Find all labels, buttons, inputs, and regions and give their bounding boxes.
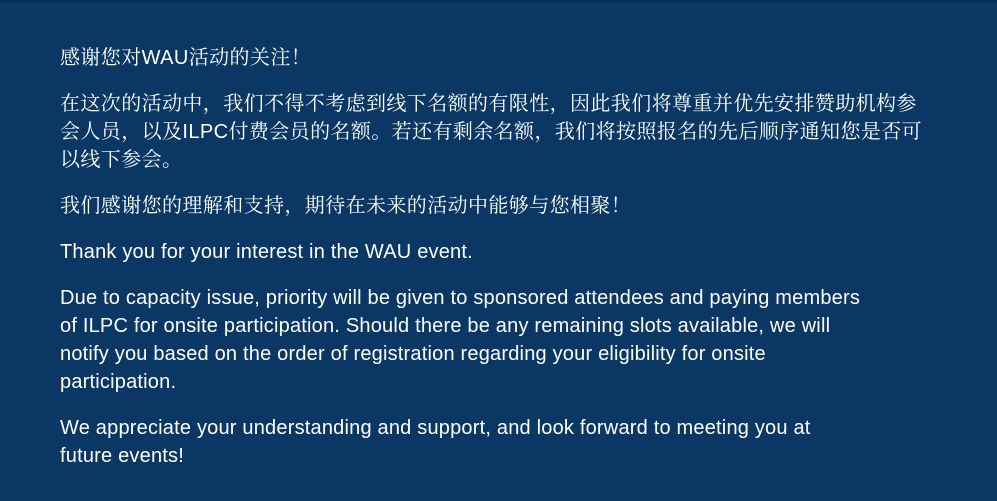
paragraph-thanks-zh [60, 44, 937, 72]
paragraph-line: 我们感谢您的理解和支持，期待在未来的活动中能够与您相聚！ [60, 195, 632, 217]
paragraph-line: Thank you for your interest in the WAU event. [60, 241, 473, 263]
paragraph-appreciation-zh [60, 192, 937, 220]
paragraph-line: We appreciate your understanding and support, and look forward to meeting you at [60, 417, 811, 439]
paragraph-capacity-zh [60, 90, 937, 174]
paragraph-capacity-en [60, 284, 937, 396]
paragraph-line: 会人员，以及ILPC付费会员的名额。若还有剩余名额，我们将按照报名的先后顺序通知您是否可 [60, 121, 923, 143]
paragraph-line: notify you based on the order of registration regarding your eligibility for onsite [60, 343, 766, 365]
paragraph-line: 以线下参会。 [60, 149, 183, 171]
paragraph-appreciation-en [60, 414, 937, 470]
paragraph-line: 在这次的活动中，我们不得不考虑到线下名额的有限性，因此我们将尊重并优先安排赞助机构参 [60, 93, 917, 115]
paragraph-line: future events! [60, 445, 184, 467]
paragraph-line: 感谢您对WAU活动的关注！ [60, 47, 312, 69]
paragraph-line: Due to capacity issue, priority will be given to sponsored attendees and paying members [60, 287, 861, 309]
paragraph-thanks-en [60, 238, 937, 266]
paragraph-line: of ILPC for onsite participation. Should there be any remaining slots available, we will [60, 315, 831, 337]
paragraph-line: participation. [60, 371, 177, 393]
message-panel [0, 2, 997, 470]
